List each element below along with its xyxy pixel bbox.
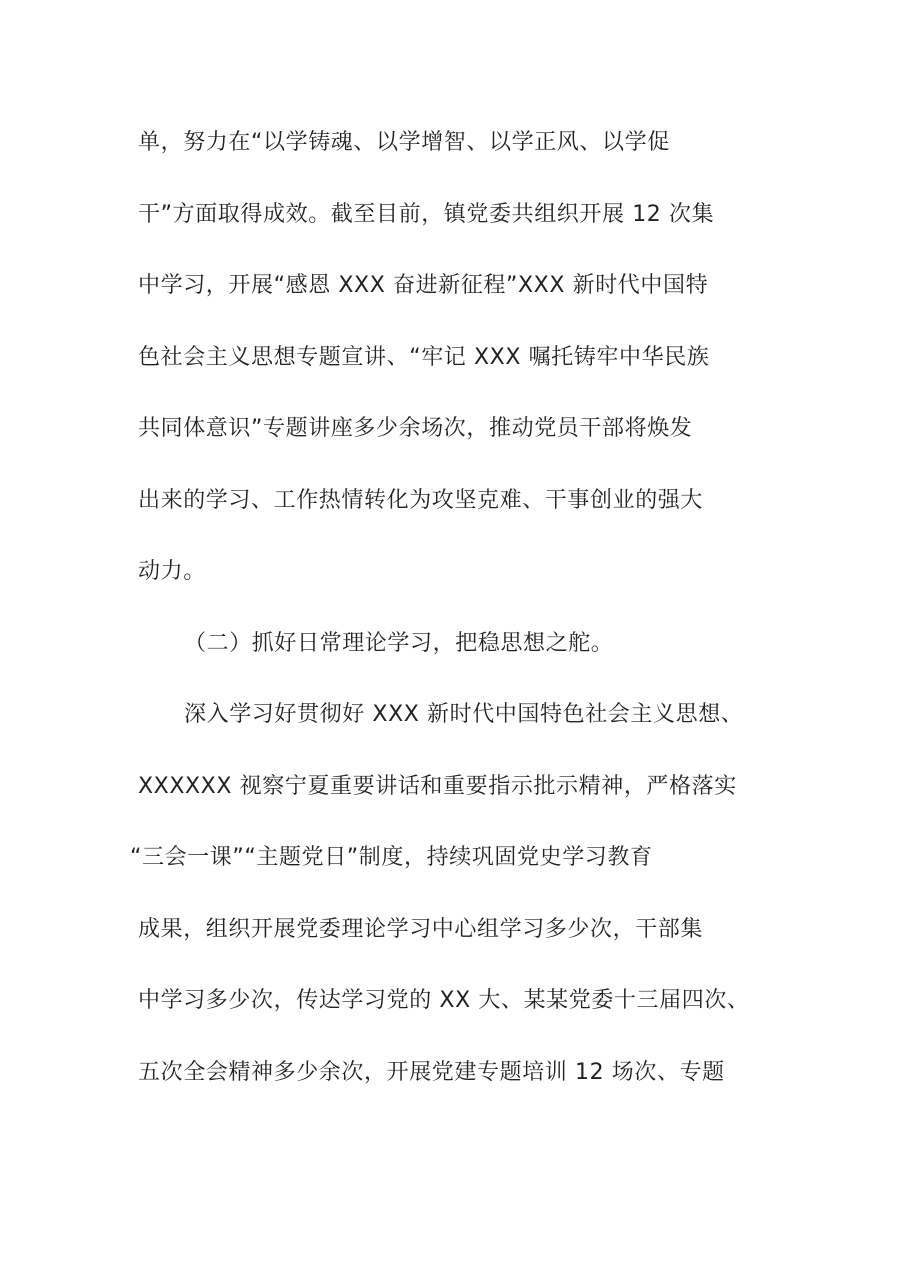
text-line-9: 深入学习好贯彻好 XXX 新时代中国特色社会主义思想、 [184, 702, 744, 727]
text-line-6: 出来的学习、工作热情转化为攻坚克难、干事创业的强大 [138, 488, 704, 513]
text-line-7: 动力。 [138, 559, 206, 584]
text-line-4: 色社会主义思想专题宣讲、“牢记 XXX 嘱托铸牢中华民族 [138, 345, 710, 370]
text-line-10: XXXXXX 视察宁夏重要讲话和重要指示批示精神，严格落实 [138, 774, 737, 799]
text-line-5: 共同体意识”专题讲座多少余场次，推动党员干部将焕发 [138, 416, 693, 441]
section-heading: （二）抓好日常理论学习，把稳思想之舵。 [184, 631, 614, 656]
text-line-1: 单，努力在“以学铸魂、以学增智、以学正风、以学促 [138, 130, 670, 155]
text-line-11: “三会一课”“主题党日”制度，持续巩固党史学习教育 [130, 845, 653, 870]
text-line-3: 中学习，开展“感恩 XXX 奋进新征程”XXX 新时代中国特 [138, 273, 709, 298]
text-line-14: 五次全会精神多少余次，开展党建专题培训 12 场次、专题 [138, 1060, 725, 1085]
text-line-13: 中学习多少次，传达学习党的 XX 大、某某党委十三届四次、 [138, 988, 750, 1013]
text-line-2: 干”方面取得成效。截至目前，镇党委共组织开展 12 次集 [138, 202, 715, 227]
text-line-12: 成果，组织开展党委理论学习中心组学习多少次，干部集 [138, 917, 704, 942]
